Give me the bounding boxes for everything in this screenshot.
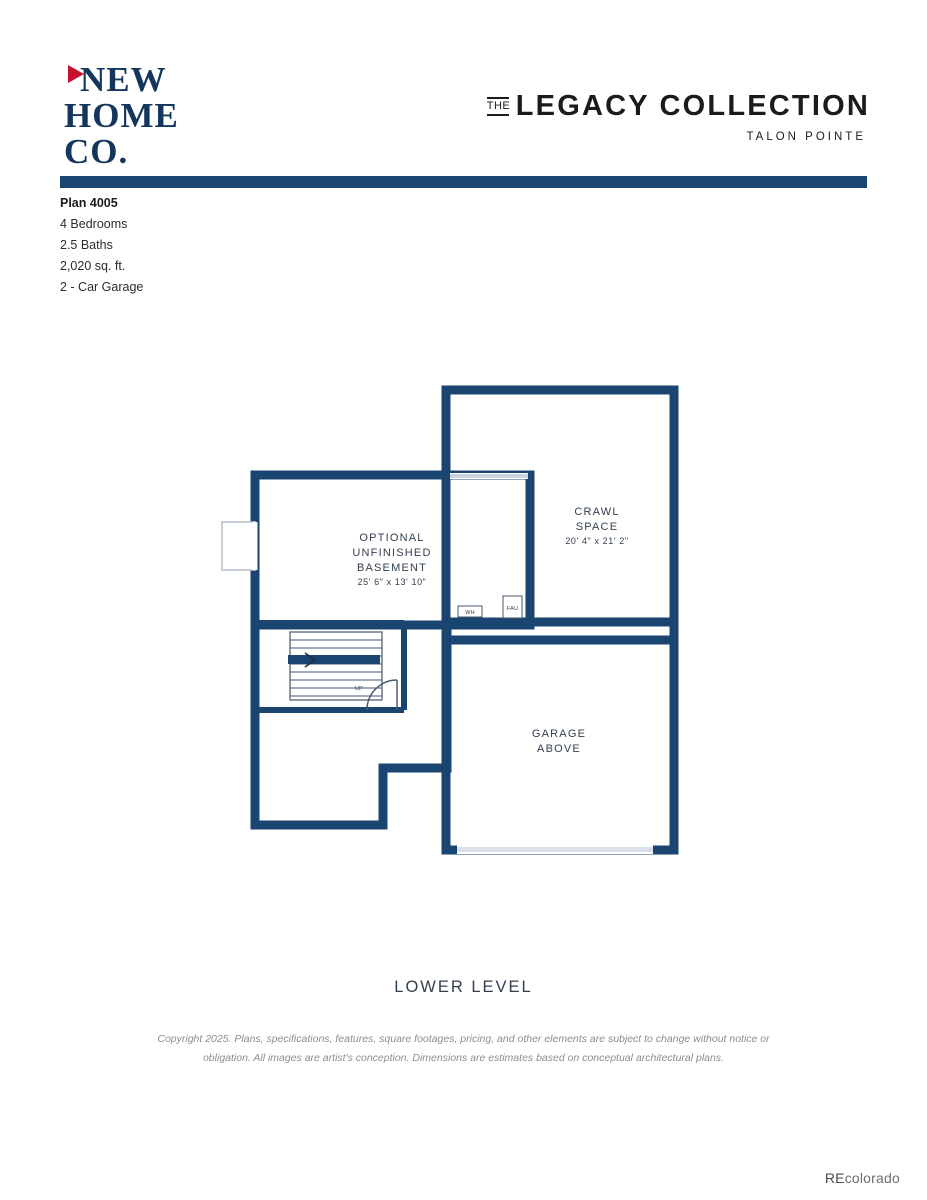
plan-title: Plan 4005 <box>60 196 118 210</box>
wall-opening-fill <box>450 474 528 478</box>
disclaimer-line-1: Copyright 2025. Plans, specifications, features, square footages, pricing, and other elements are subject to change without notice or <box>157 1033 770 1045</box>
basement-label-line1: OPTIONAL <box>359 532 425 544</box>
crawl-label-line2: SPACE <box>575 521 619 533</box>
water-heater-fixture <box>458 606 482 617</box>
plan-baths: 2.5 Baths <box>60 238 113 252</box>
watermark <box>825 1170 900 1186</box>
crawl-label-line1: CRAWL <box>574 506 620 518</box>
logo-line-1: NEW <box>80 60 167 99</box>
furnace-fixture <box>503 596 522 618</box>
disclaimer-line-2: obligation. All images are artist's conception. Dimensions are estimates based on conceptual architectural plans. <box>202 1052 725 1064</box>
collection-title: LEGACY COLLECTION <box>515 90 870 122</box>
company-logo <box>60 62 310 170</box>
collection-the-label: THE <box>487 97 509 116</box>
plan-bedrooms: 4 Bedrooms <box>60 217 128 231</box>
garage-above-room-label <box>532 728 586 755</box>
basement-dimensions: 25' 6" x 13' 10" <box>357 577 427 587</box>
arrow-right-icon <box>68 65 84 83</box>
water-heater-label: WH <box>465 610 475 616</box>
stairs-up-label: UP <box>354 686 364 692</box>
plan-info <box>60 193 143 298</box>
garage-label-line2: ABOVE <box>537 743 581 755</box>
header-divider-bar <box>60 176 867 188</box>
furnace-label: FAU <box>506 606 519 612</box>
disclaimer <box>0 1030 927 1068</box>
watermark-suffix: colorado <box>844 1170 900 1186</box>
logo-line-2: HOME <box>64 96 179 135</box>
staircase <box>288 632 382 700</box>
collection-branding <box>487 90 870 143</box>
basement-label-line3: BASEMENT <box>356 562 428 574</box>
window-left <box>222 522 255 570</box>
crawl-space-room-label <box>565 506 628 546</box>
floorplan-diagram <box>0 370 927 880</box>
garage-label-line1: GARAGE <box>531 728 587 740</box>
crawl-dimensions: 20' 4" x 21' 2" <box>565 536 629 546</box>
plan-garage: 2 - Car Garage <box>60 280 144 294</box>
basement-room-label <box>352 532 431 587</box>
basement-label-line2: UNFINISHED <box>352 547 432 559</box>
level-label: LOWER LEVEL <box>394 978 533 996</box>
logo-line-3: CO. <box>64 132 129 171</box>
collection-subtitle: TALON POINTE <box>746 131 866 143</box>
watermark-prefix: RE <box>824 1170 845 1186</box>
plan-sqft: 2,020 sq. ft. <box>60 259 126 273</box>
crawl-space-walls <box>446 390 674 640</box>
page-header <box>0 0 927 200</box>
